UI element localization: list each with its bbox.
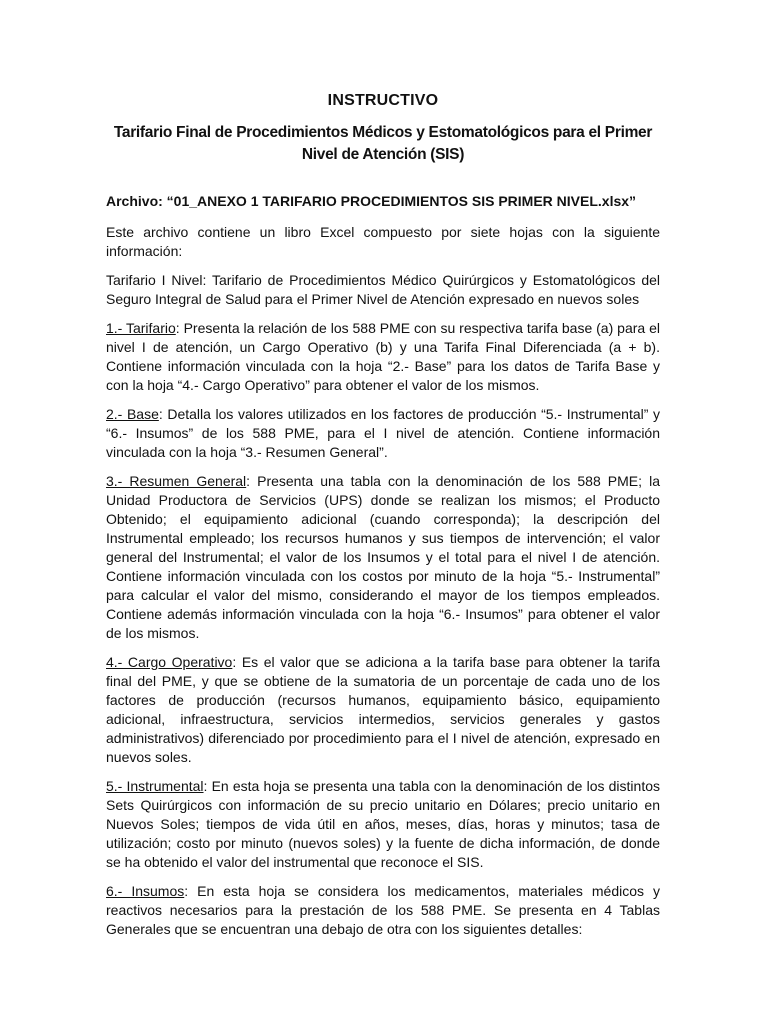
section-label: 1.- Tarifario	[106, 320, 176, 336]
section-tarifario	[106, 319, 660, 395]
section-label: 5.- Instrumental	[106, 778, 204, 794]
intro-paragraph: Este archivo contiene un libro Excel compuesto por siete hojas con la siguiente información:	[106, 224, 660, 259]
section-text: : Presenta la relación de los 588 PME con su respectiva tarifa base (a) para el nivel I de atención, un Cargo Operativo (b) y una Tarifa Final Diferenciada (a + b). Contiene información vinculada con la hoja “2.- Base” para los datos de Tarifa Base y con la hoja “4.- Cargo Operativo” para obtener el valor de los mismos.	[106, 320, 660, 393]
section-label: 3.- Resumen General	[106, 473, 247, 489]
section-label: 6.- Insumos	[106, 883, 185, 899]
section-text: : En esta hoja se considera los medicamentos, materiales médicos y reactivos necesarios para la prestación de los 588 PME. Se presenta en 4 Tablas Generales que se encuentran una debajo de otra con los siguientes detalles:	[106, 883, 660, 937]
file-name-line: Archivo: “01_ANEXO 1 TARIFARIO PROCEDIMIENTOS SIS PRIMER NIVEL.xlsx”	[106, 193, 637, 209]
section-text: : Detalla los valores utilizados en los factores de producción “5.- Instrumental” y “6.- Insumos” de los 588 PME, para el I nivel de atención. Contiene información vinculada con la hoja “3.- Resumen General”.	[106, 406, 660, 460]
section-label: 4.- Cargo Operativo	[106, 654, 233, 670]
section-text: : Es el valor que se adiciona a la tarifa base para obtener la tarifa final del PME, y que se obtiene de la sumatoria de un porcentaje de cada uno de los factores de producción (recursos humanos, equipamiento básico, equipamiento adicional, infraestructura, servicios intermedios, servicios generales y gastos administrativos) diferenciado por procedimiento para el I nivel de atención, expresado en nuevos soles.	[106, 654, 660, 765]
document-page	[106, 92, 660, 949]
section-instrumental	[106, 777, 660, 872]
section-label: 2.- Base	[106, 406, 159, 422]
section-insumos	[106, 882, 660, 939]
document-subtitle: Tarifario Final de Procedimientos Médicos y Estomatológicos para el Primer Nivel de Atención (SIS)	[113, 124, 653, 163]
section-base	[106, 405, 660, 462]
tarifario-nivel-paragraph: Tarifario I Nivel: Tarifario de Procedimientos Médico Quirúrgicos y Estomatológicos del Seguro Integral de Salud para el Primer Nivel de Atención expresado en nuevos soles	[106, 272, 660, 307]
section-text: : En esta hoja se presenta una tabla con la denominación de los distintos Sets Quirúrgicos con información de su precio unitario en Dólares; precio unitario en Nuevos Soles; tiempos de vida útil en años, meses, días, horas y minutos; tasa de utilización; costo por minuto (nuevos soles) y la fuente de dicha información, de donde se ha obtenido el valor del instrumental que reconoce el SIS.	[106, 778, 660, 870]
section-cargo-operativo	[106, 653, 660, 767]
section-text: : Presenta una tabla con la denominación de los 588 PME; la Unidad Productora de Servicios (UPS) donde se realizan los mismos; el Producto Obtenido; el equipamiento adicional (cuando corresponda); la descripción del Instrumental empleado; los recursos humanos y sus tiempos de intervención; el valor general del Instrumental; el valor de los Insumos y el total para el nivel I de atención. Contiene información vinculada con los costos por minuto de la hoja “5.- Instrumental” para calcular el valor del mismo, considerando el mayor de los tiempos empleados. Contiene además información vinculada con la hoja “6.- Insumos” para obtener el valor de los mismos.	[106, 473, 660, 641]
document-title: INSTRUCTIVO	[327, 92, 439, 109]
section-resumen-general	[106, 472, 660, 643]
